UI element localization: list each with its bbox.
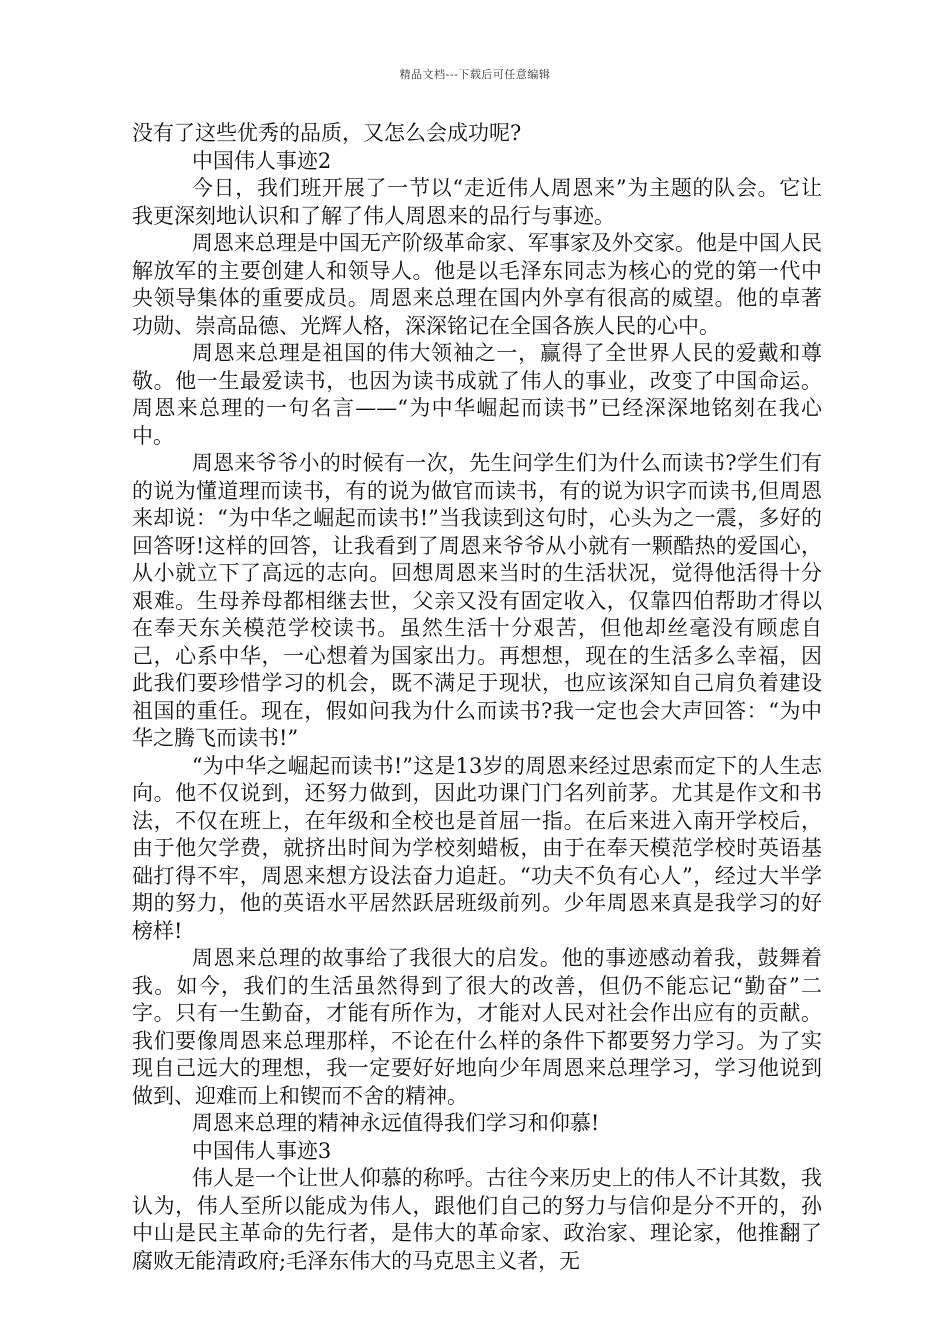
paragraph: “为中华之崛起而读书!”这是13岁的周恩来经过思索而定下的人生志向。他不仅说到，还努力做到，因此功课门门名列前茅。尤其是作文和书法，不仅在班上，在年级和全校也是首屈一指。在后来进入南开学校后，由于他欠学费，就挤出时间为学校刻蜡板，由于在奉天模范学校时英语基础打得不牢，周恩来想方设法奋力追赶。“功夫不负有心人”，经过大半学期的努力，他的英语水平居然跃居班级前列。少年周恩来真是我学习的好榜样! [132,753,822,943]
section-heading: 中国伟人事迹2 [191,148,332,173]
document-body [132,120,822,1275]
paragraph: 伟人是一个让世人仰慕的称呼。古往今来历史上的伟人不计其数，我认为，伟人至所以能成为伟人，跟他们自己的努力与信仰是分不开的，孙中山是民主革命的先行者，是伟大的革命家、政治家、理论家，他推翻了腐败无能清政府;毛泽东伟大的马克思主义者，无 [132,1166,822,1273]
paragraph: 周恩来总理是中国无产阶级革命家、军事家及外交家。他是中国人民解放军的主要创建人和领导人。他是以毛泽东同志为核心的党的第一代中央领导集体的重要成员。周恩来总理在国内外享有很高的威望。他的卓著功勋、崇高品德、光辉人格，深深铭记在全国各族人民的心中。 [132,231,822,338]
paragraph: 没有了这些优秀的品质，又怎么会成功呢? [132,121,522,145]
section-heading: 中国伟人事迹3 [191,1138,332,1163]
paragraph: 周恩来总理的故事给了我很大的启发。他的事迹感动着我，鼓舞着我。如今，我们的生活虽然得到了很大的改善，但仍不能忘记“勤奋”二字。只有一生勤奋，才能有所作为，才能对人民对社会作出应有的贡献。我们要像周恩来总理那样，不论在什么样的条件下都要努力学习。为了实现自己远大的理想，我一定要好好地向少年周恩来总理学习，学习他说到做到、迎难而上和锲而不舍的精神。 [132,946,822,1108]
paragraph: 今日，我们班开展了一节以“走近伟人周恩来”为主题的队会。它让我更深刻地认识和了解了伟人周恩来的品行与事迹。 [132,176,822,228]
page-header: 精品文档---下载后可任意编辑 [399,68,551,81]
paragraph: 周恩来爷爷小的时候有一次，先生问学生们为什么而读书?学生们有的说为懂道理而读书，有的说为做官而读书，有的说为识字而读书,但周恩来却说：“为中华之崛起而读书!”当我读到这句时，心头为之一震，多好的回答呀!这样的回答，让我看到了周恩来爷爷从小就有一颗酷热的爱国心，从小就立下了高远的志向。回想周恩来当时的生活状况，觉得他活得十分艰难。生母养母都相继去世，父亲又没有固定收入，仅靠四伯帮助才得以在奉天东关模范学校读书。虽然生活十分艰苦，但他却丝毫没有顾虑自己，心系中华，一心想着为国家出力。再想想，现在的生活多么幸福，因此我们要珍惜学习的机会，既不满足于现状，也应该深知自己肩负着建设祖国的重任。现在，假如问我为什么而读书?我一定也会大声回答：“为中华之腾飞而读书!” [132,451,822,750]
paragraph: 周恩来总理的精神永远值得我们学习和仰慕! [191,1111,600,1135]
paragraph: 周恩来总理是祖国的伟大领袖之一，赢得了全世界人民的爱戴和尊敬。他一生最爱读书，也因为读书成就了伟人的事业，改变了中国命运。周恩来总理的一句名言——“为中华崛起而读书”已经深深地铭刻在我心中。 [132,341,822,448]
